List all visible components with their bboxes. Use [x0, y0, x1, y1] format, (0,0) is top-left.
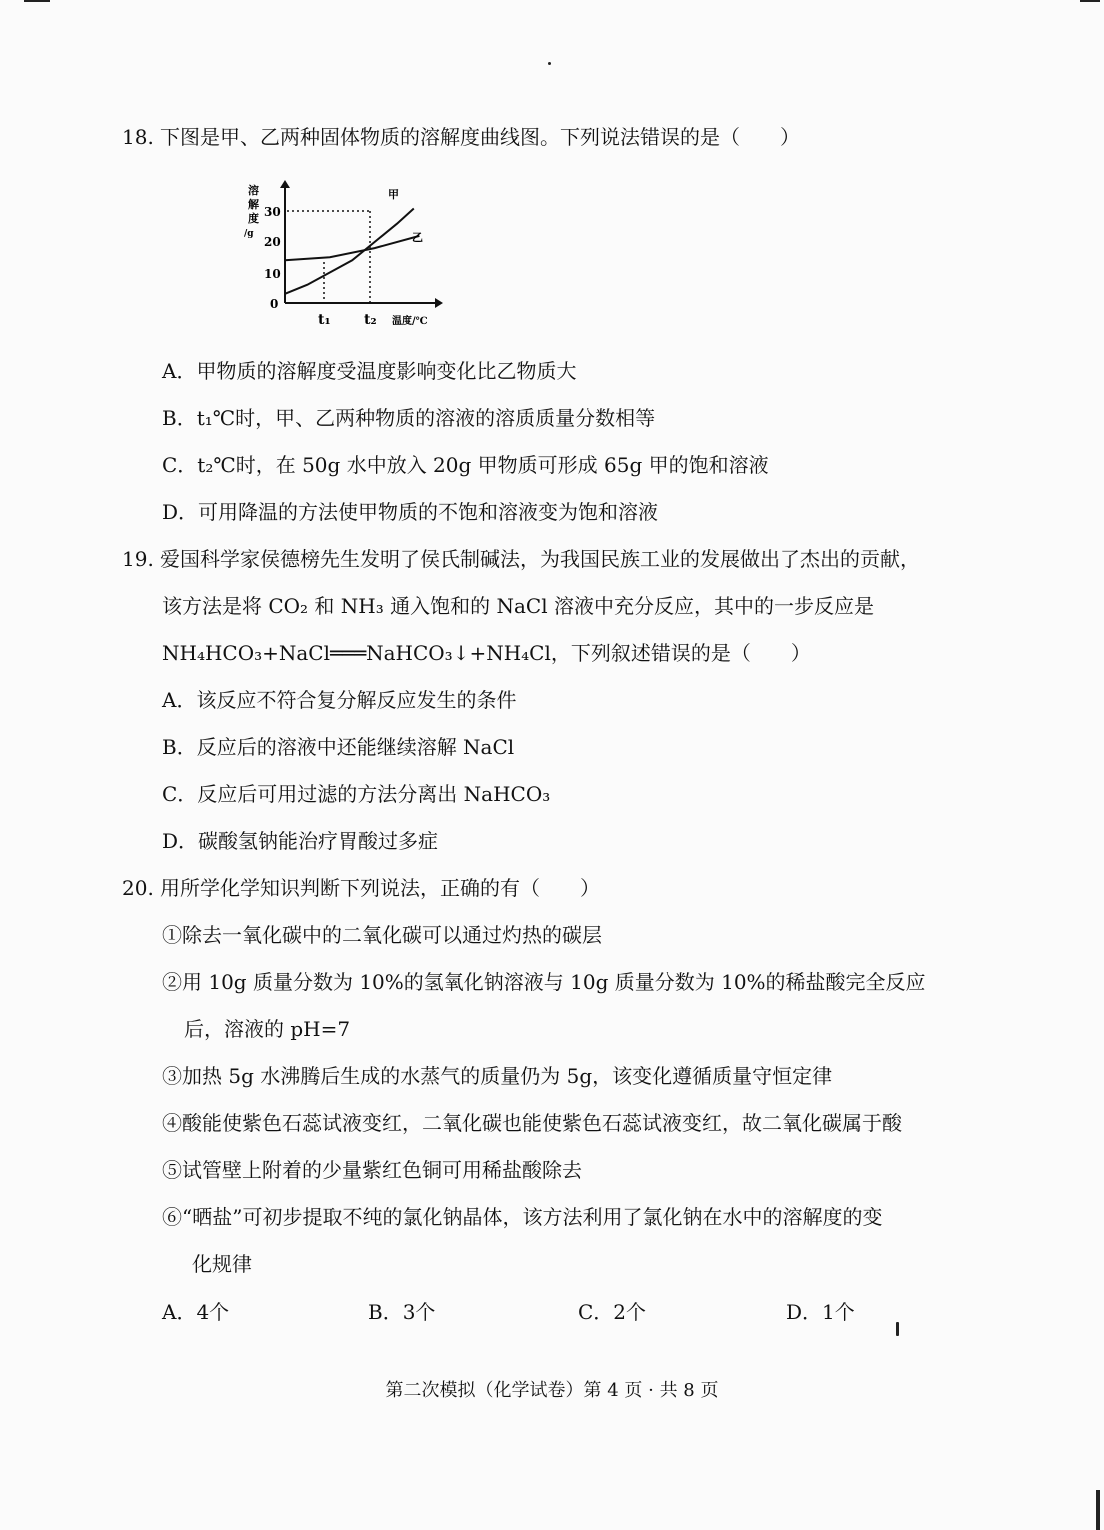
scan-mark [896, 1322, 899, 1336]
q18-option-b: B．t₁℃时，甲、乙两种物质的溶液的溶质质量分数相等 [162, 406, 656, 430]
q18-option-c: C．t₂℃时，在 50g 水中放入 20g 甲物质可形成 65g 甲的饱和溶液 [162, 453, 769, 477]
q20-item-5: ⑤试管壁上附着的少量紫红色铜可用稀盐酸除去 [162, 1158, 582, 1182]
q20-option-c: C．2个 [578, 1300, 647, 1324]
q19-option-a: A．该反应不符合复分解反应发生的条件 [162, 688, 517, 712]
q20-item-2-cont: 后，溶液的 pH=7 [184, 1017, 351, 1041]
x-tick-t2: t₂ [364, 312, 377, 328]
y-label-4: /g [244, 229, 254, 239]
q19-option-c: C．反应后可用过滤的方法分离出 NaHCO₃ [162, 782, 551, 806]
q19-stem-line-3: NH₄HCO₃+NaCl═══NaHCO₃↓+NH₄Cl，下列叙述错误的是（ ） [162, 641, 811, 665]
q19-stem-line-1: 19. 爱国科学家侯德榜先生发明了侯氏制碱法，为我国民族工业的发展做出了杰出的贡献， [122, 547, 920, 571]
q20-item-1: ①除去一氧化碳中的二氧化碳可以通过灼热的碳层 [162, 923, 602, 947]
y-label-1: 溶 [248, 184, 259, 197]
y-tick-10: 10 [264, 267, 281, 281]
q20-option-d: D．1个 [786, 1300, 855, 1324]
q19-number: 19. [122, 547, 154, 571]
q20-item-4: ④酸能使紫色石蕊试液变红，二氧化碳也能使紫色石蕊试液变红，故二氧化碳属于酸 [162, 1111, 902, 1135]
q19-stem-line-2: 该方法是将 CO₂ 和 NH₃ 通入饱和的 NaCl 溶液中充分反应，其中的一步反应是 [162, 594, 874, 618]
q20-option-b: B．3个 [368, 1300, 436, 1324]
q20-item-2: ②用 10g 质量分数为 10%的氢氧化钠溶液与 10g 质量分数为 10%的稀盐酸完全反应 [162, 970, 926, 994]
q18-number: 18. [122, 125, 154, 149]
y-label-2: 解 [248, 198, 259, 211]
q20-stem: 20. 用所学化学知识判断下列说法，正确的有（ ） [122, 876, 600, 900]
q20-number: 20. [122, 876, 154, 900]
y-label-3: 度 [248, 212, 259, 225]
x-tick-t1: t₁ [318, 312, 331, 328]
scan-mark [24, 0, 50, 2]
q19-option-d: D．碳酸氢钠能治疗胃酸过多症 [162, 829, 439, 853]
scan-mark [1096, 1490, 1100, 1530]
series-yi-label: 乙 [412, 231, 423, 244]
series-jia-line [285, 208, 414, 293]
page-footer: 第二次模拟（化学试卷）第 4 页 · 共 8 页 [385, 1380, 719, 1401]
x-axis-arrow [435, 298, 443, 308]
q20-item-6-cont: 化规律 [192, 1252, 252, 1276]
solubility-chart [230, 178, 460, 338]
x-axis-label: 温度/℃ [392, 316, 428, 327]
scan-dot [548, 62, 551, 65]
y-tick-30: 30 [264, 205, 281, 219]
series-yi-line [285, 236, 419, 260]
q19-option-b: B．反应后的溶液中还能继续溶解 NaCl [162, 735, 515, 759]
y-axis-arrow [280, 180, 290, 188]
q20-item-3: ③加热 5g 水沸腾后生成的水蒸气的质量仍为 5g，该变化遵循质量守恒定律 [162, 1064, 833, 1088]
q18-stem: 18. 下图是甲、乙两种固体物质的溶解度曲线图。下列说法错误的是（ ） [122, 125, 800, 149]
scan-mark [1080, 0, 1100, 2]
y-tick-0: 0 [270, 297, 279, 311]
q18-option-a: A．甲物质的溶解度受温度影响变化比乙物质大 [162, 359, 577, 383]
q20-item-6: ⑥“晒盐”可初步提取不纯的氯化钠晶体，该方法利用了氯化钠在水中的溶解度的变 [162, 1205, 883, 1229]
q20-option-a: A．4个 [162, 1300, 230, 1324]
y-tick-20: 20 [264, 235, 281, 249]
q18-option-d: D．可用降温的方法使甲物质的不饱和溶液变为饱和溶液 [162, 500, 659, 524]
series-jia-label: 甲 [388, 188, 399, 201]
